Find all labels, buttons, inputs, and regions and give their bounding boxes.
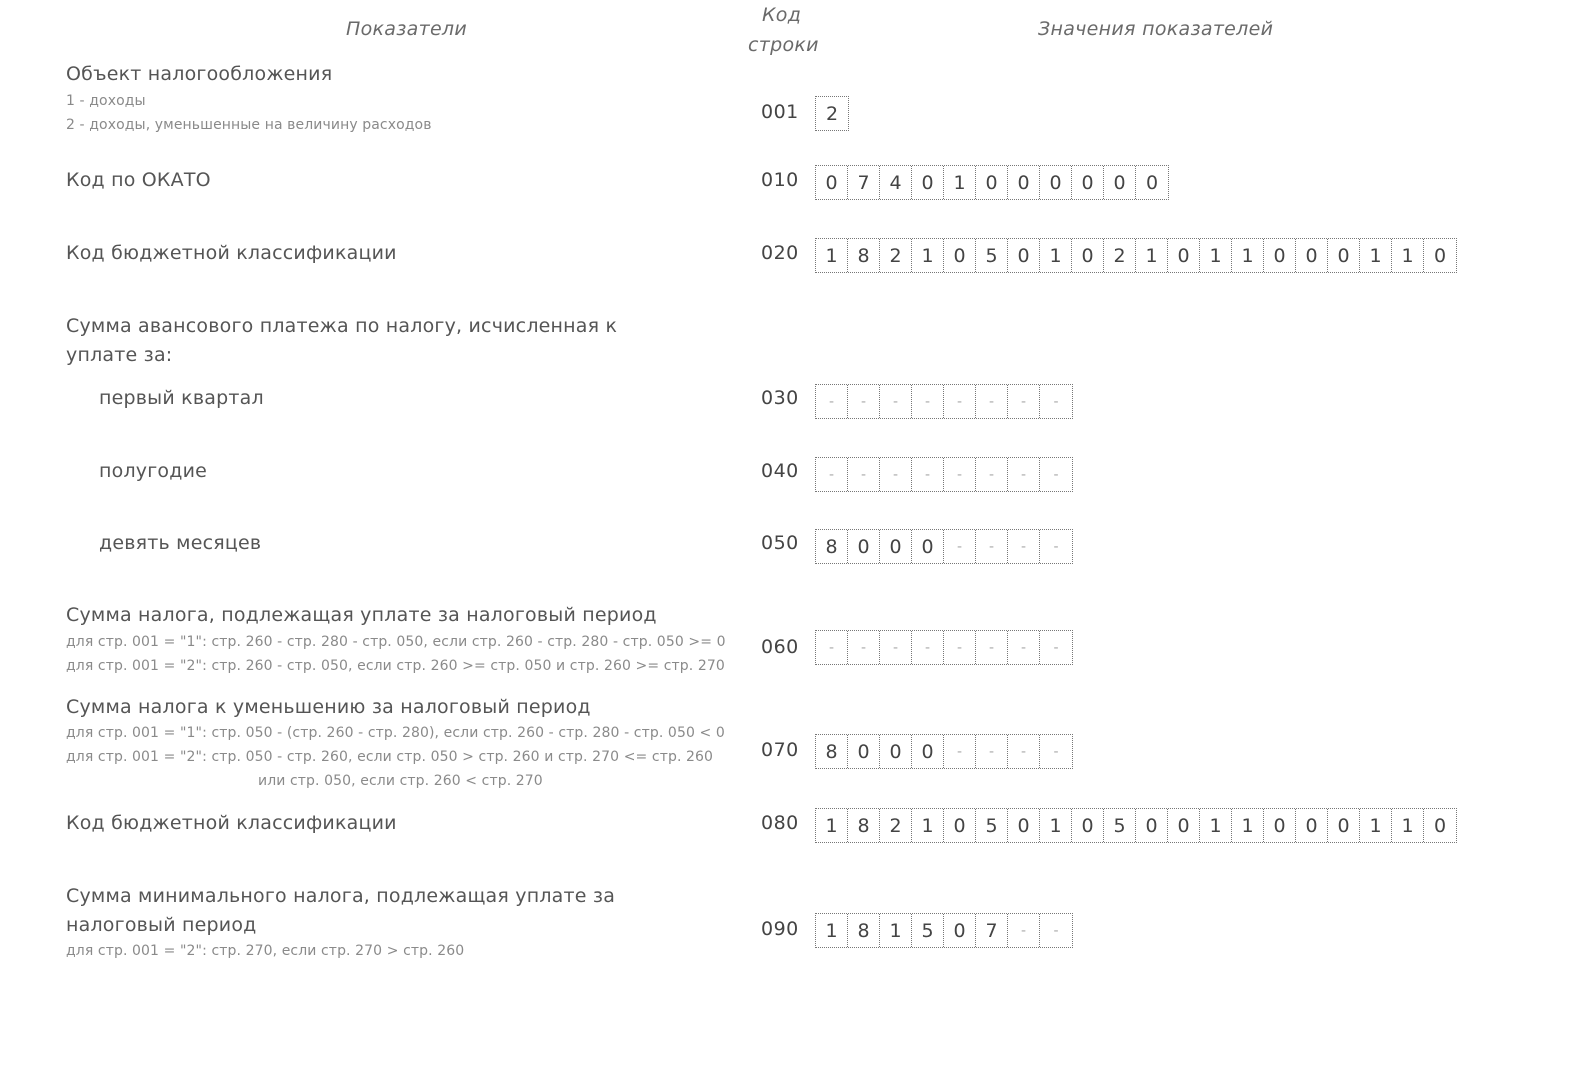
value-cell[interactable]: - — [816, 385, 848, 418]
value-cell[interactable]: 1 — [1392, 239, 1424, 272]
value-cell[interactable]: 0 — [1072, 239, 1104, 272]
advance-label-1: Сумма авансового платежа по налогу, исчисленная к — [66, 315, 618, 337]
value-cell[interactable]: 0 — [848, 530, 880, 563]
value-cell[interactable]: - — [848, 458, 880, 491]
row-070-label: Сумма налога к уменьшению за налоговый период — [66, 696, 591, 718]
row-090-label-2: налоговый период — [66, 914, 257, 936]
row-070-code: 070 — [761, 739, 799, 761]
value-cell[interactable]: - — [976, 458, 1008, 491]
row-070-sub3: или стр. 050, если стр. 260 < стр. 270 — [258, 773, 543, 789]
row-001-sub1: 1 - доходы — [66, 93, 146, 109]
value-cell[interactable]: 1 — [816, 239, 848, 272]
value-cell[interactable]: - — [1053, 922, 1059, 939]
value-cell[interactable]: 0 — [944, 914, 976, 947]
row-020-label: Код бюджетной классификации — [66, 242, 397, 264]
value-cell[interactable]: 0 — [1328, 239, 1360, 272]
row-080-code: 080 — [761, 812, 799, 834]
row-040-value[interactable] — [815, 457, 1073, 492]
value-cell[interactable]: 0 — [1296, 809, 1328, 842]
row-070-value[interactable] — [815, 734, 1073, 769]
value-cell[interactable]: - — [976, 631, 1008, 664]
value-cell[interactable]: 1 — [944, 166, 976, 199]
value-cell[interactable]: - — [1008, 631, 1040, 664]
header-line-code-2: строки — [748, 34, 819, 56]
row-090-code: 090 — [761, 918, 799, 940]
advance-label-2: уплате за: — [66, 344, 173, 366]
row-001-value[interactable] — [815, 96, 849, 131]
value-cell[interactable]: 0 — [1040, 166, 1072, 199]
header-values: Значения показателей — [1038, 18, 1274, 40]
row-050-label: девять месяцев — [99, 532, 262, 554]
value-cell[interactable]: 0 — [1296, 239, 1328, 272]
value-cell[interactable]: - — [1008, 530, 1040, 563]
value-cell[interactable]: - — [1053, 743, 1059, 760]
row-080-value[interactable] — [815, 808, 1457, 843]
value-cell[interactable]: 0 — [1145, 171, 1159, 194]
row-060-code: 060 — [761, 636, 799, 658]
row-080-label: Код бюджетной классификации — [66, 812, 397, 834]
value-cell[interactable]: - — [1008, 914, 1040, 947]
row-030-code: 030 — [761, 387, 799, 409]
value-cell[interactable]: 1 — [1200, 809, 1232, 842]
value-cell[interactable]: 8 — [816, 530, 848, 563]
value-cell[interactable]: 1 — [1360, 239, 1392, 272]
value-cell[interactable]: 0 — [848, 735, 880, 768]
value-cell[interactable]: 0 — [944, 239, 976, 272]
value-cell[interactable]: 0 — [1168, 809, 1200, 842]
value-cell[interactable]: 0 — [1264, 239, 1296, 272]
value-cell[interactable]: 0 — [1168, 239, 1200, 272]
value-cell[interactable]: 5 — [912, 914, 944, 947]
value-cell[interactable]: 1 — [816, 809, 848, 842]
value-cell[interactable]: - — [912, 385, 944, 418]
row-001-label: Объект налогообложения — [66, 63, 333, 85]
value-cell[interactable]: 0 — [880, 530, 912, 563]
value-cell[interactable]: - — [816, 458, 848, 491]
value-cell[interactable]: 0 — [880, 735, 912, 768]
value-cell[interactable]: 7 — [848, 166, 880, 199]
value-cell[interactable]: 4 — [880, 166, 912, 199]
row-030-label: первый квартал — [99, 387, 264, 409]
value-cell[interactable]: - — [944, 385, 976, 418]
row-060-value[interactable] — [815, 630, 1073, 665]
value-cell[interactable]: 2 — [880, 809, 912, 842]
value-cell[interactable]: 1 — [1040, 809, 1072, 842]
row-040-code: 040 — [761, 460, 799, 482]
row-010-code: 010 — [761, 169, 799, 191]
value-cell[interactable]: 0 — [1136, 809, 1168, 842]
row-060-sub2: для стр. 001 = "2": стр. 260 - стр. 050, если стр. 260 >= стр. 050 и стр. 260 >= стр. 270 — [66, 658, 725, 674]
value-cell[interactable]: 0 — [1328, 809, 1360, 842]
value-cell[interactable]: - — [1053, 639, 1059, 656]
value-cell[interactable]: 1 — [912, 809, 944, 842]
value-cell[interactable]: - — [976, 530, 1008, 563]
row-060-sub1: для стр. 001 = "1": стр. 260 - стр. 280 - стр. 050, если стр. 260 - стр. 280 - стр. 050 >= 0 — [66, 634, 726, 650]
row-020-value[interactable] — [815, 238, 1457, 273]
row-020-code: 020 — [761, 242, 799, 264]
value-cell[interactable]: 1 — [816, 914, 848, 947]
row-010-value[interactable] — [815, 165, 1169, 200]
value-cell[interactable]: 1 — [880, 914, 912, 947]
value-cell[interactable]: - — [912, 631, 944, 664]
value-cell[interactable]: - — [1008, 458, 1040, 491]
value-cell[interactable]: - — [1008, 735, 1040, 768]
value-cell[interactable]: 8 — [848, 809, 880, 842]
value-cell[interactable]: 1 — [1136, 239, 1168, 272]
value-cell[interactable]: - — [880, 631, 912, 664]
value-cell[interactable]: 8 — [848, 914, 880, 947]
value-cell[interactable]: 8 — [816, 735, 848, 768]
value-cell[interactable]: 0 — [912, 530, 944, 563]
value-cell[interactable]: - — [1008, 385, 1040, 418]
value-cell[interactable]: 0 — [944, 809, 976, 842]
value-cell[interactable]: - — [944, 530, 976, 563]
row-070-sub2: для стр. 001 = "2": стр. 050 - стр. 260, если стр. 050 > стр. 260 и стр. 270 <= стр. 260 — [66, 749, 714, 765]
row-060-label: Сумма налога, подлежащая уплате за налоговый период — [66, 604, 657, 626]
value-cell[interactable]: - — [944, 631, 976, 664]
value-cell[interactable]: - — [976, 385, 1008, 418]
row-001-code: 001 — [761, 101, 799, 123]
value-cell[interactable]: - — [848, 631, 880, 664]
value-cell[interactable]: 1 — [1232, 809, 1264, 842]
row-090-value[interactable] — [815, 913, 1073, 948]
header-indicators: Показатели — [346, 18, 468, 40]
value-cell[interactable]: 1 — [1360, 809, 1392, 842]
value-cell[interactable]: 8 — [848, 239, 880, 272]
row-090-sub1: для стр. 001 = "2": стр. 270, если стр. 270 > стр. 260 — [66, 943, 465, 959]
row-010-label: Код по ОКАТО — [66, 169, 211, 191]
value-cell[interactable]: 1 — [1040, 239, 1072, 272]
value-cell[interactable]: - — [944, 735, 976, 768]
value-cell[interactable]: 1 — [1232, 239, 1264, 272]
value-cell[interactable]: 0 — [1433, 244, 1447, 267]
row-040-label: полугодие — [99, 460, 208, 482]
value-cell[interactable]: 0 — [1008, 809, 1040, 842]
value-cell[interactable]: - — [912, 458, 944, 491]
value-cell[interactable]: - — [880, 385, 912, 418]
value-cell[interactable]: - — [976, 735, 1008, 768]
value-cell[interactable]: 0 — [912, 735, 944, 768]
value-cell[interactable]: 1 — [1200, 239, 1232, 272]
value-cell[interactable]: 5 — [976, 239, 1008, 272]
row-090-label-1: Сумма минимального налога, подлежащая уплате за — [66, 885, 616, 907]
value-cell[interactable]: 0 — [1008, 166, 1040, 199]
value-cell[interactable]: 0 — [912, 166, 944, 199]
header-line-code-1: Код — [762, 4, 802, 26]
value-cell[interactable]: 0 — [1264, 809, 1296, 842]
row-050-code: 050 — [761, 532, 799, 554]
value-cell[interactable]: 7 — [976, 914, 1008, 947]
value-cell[interactable]: 0 — [1008, 239, 1040, 272]
row-001-sub2: 2 - доходы, уменьшенные на величину расходов — [66, 117, 432, 133]
value-cell[interactable]: 0 — [816, 166, 848, 199]
value-cell[interactable]: 1 — [912, 239, 944, 272]
value-cell[interactable]: 1 — [1392, 809, 1424, 842]
value-cell[interactable]: - — [816, 631, 848, 664]
row-050-value[interactable] — [815, 529, 1073, 564]
row-070-sub1: для стр. 001 = "1": стр. 050 - (стр. 260 - стр. 280), если стр. 260 - стр. 280 - стр. 050 < 0 — [66, 725, 725, 741]
value-cell[interactable]: 0 — [1433, 814, 1447, 837]
value-cell[interactable]: 0 — [1104, 166, 1136, 199]
value-cell[interactable]: - — [944, 458, 976, 491]
value-cell[interactable]: - — [1053, 538, 1059, 555]
row-030-value[interactable] — [815, 384, 1073, 419]
value-cell[interactable]: - — [880, 458, 912, 491]
value-cell[interactable]: 0 — [976, 166, 1008, 199]
value-cell[interactable]: - — [848, 385, 880, 418]
value-cell[interactable]: 0 — [1072, 809, 1104, 842]
value-cell[interactable]: 2 — [825, 102, 839, 125]
value-cell[interactable]: 2 — [1104, 239, 1136, 272]
value-cell[interactable]: - — [1053, 466, 1059, 483]
value-cell[interactable]: - — [1053, 393, 1059, 410]
value-cell[interactable]: 2 — [880, 239, 912, 272]
value-cell[interactable]: 5 — [976, 809, 1008, 842]
value-cell[interactable]: 5 — [1104, 809, 1136, 842]
value-cell[interactable]: 0 — [1072, 166, 1104, 199]
